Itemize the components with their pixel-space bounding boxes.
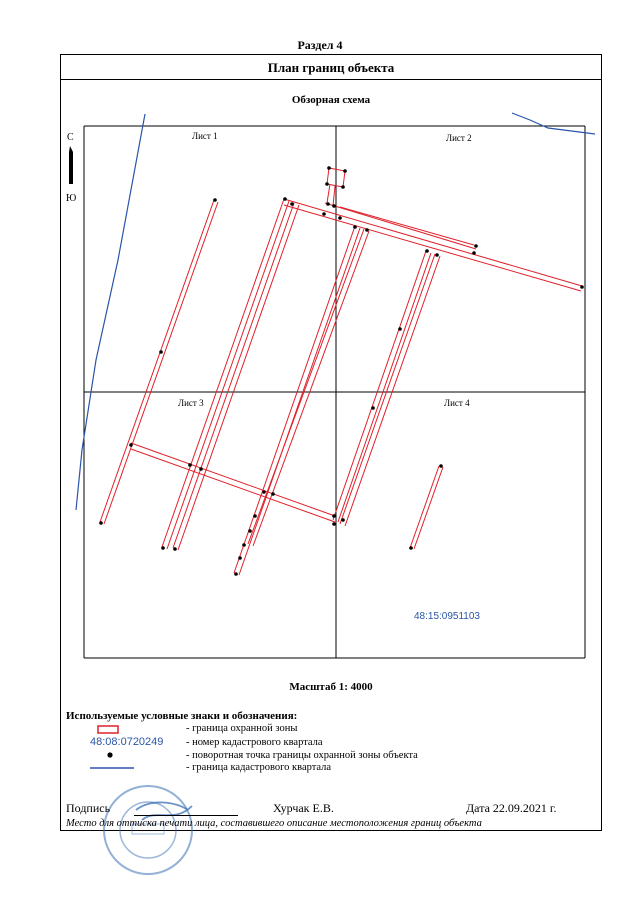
compass-south-label: Ю bbox=[66, 193, 77, 204]
legend-item-quarter-number: - номер кадастрового квартала bbox=[186, 737, 323, 748]
sheet-2-label: Лист 2 bbox=[446, 133, 472, 143]
turning-points bbox=[99, 166, 584, 576]
sheet-4-label: Лист 4 bbox=[444, 398, 470, 408]
zone-border-swatch-icon bbox=[96, 724, 122, 736]
legend-item-turning-point: - поворотная точка границы охранной зоны объекта bbox=[186, 750, 418, 761]
signature-date: Дата 22.09.2021 г. bbox=[466, 801, 557, 815]
signature-line bbox=[134, 815, 238, 816]
legend-item-quarter-border: - граница кадастрового квартала bbox=[186, 762, 332, 773]
turning-point-icon bbox=[106, 751, 114, 759]
legend-item-zone-border: - граница охранной зоны bbox=[186, 723, 298, 734]
seal-stamp-icon bbox=[96, 780, 206, 880]
cadastral-quarter-label: 48:15:0951103 bbox=[414, 611, 480, 622]
legend-quarter-number-sample: 48:08:0720249 bbox=[90, 736, 164, 748]
sheet-3-label: Лист 3 bbox=[178, 398, 204, 408]
zone-strips bbox=[100, 168, 582, 575]
signature-label: Подпись bbox=[66, 801, 111, 815]
compass-north-label: С bbox=[67, 132, 74, 143]
scale-label: Масштаб 1: 4000 bbox=[289, 681, 373, 693]
footer-note: Место для оттиска печати лица, составившего описание местоположения границ объекта bbox=[66, 818, 482, 829]
quarter-border-line-icon bbox=[90, 765, 136, 771]
overview-label: Обзорная схема bbox=[291, 94, 371, 106]
legend-heading: Используемые условные знаки и обозначения: bbox=[66, 710, 298, 722]
section-title: Раздел 4 bbox=[297, 38, 343, 52]
signer-name: Хурчак Е.В. bbox=[273, 801, 334, 815]
sheet-1-label: Лист 1 bbox=[192, 131, 218, 141]
compass-icon bbox=[66, 132, 76, 204]
plan-title: План границ объекта bbox=[60, 54, 602, 80]
